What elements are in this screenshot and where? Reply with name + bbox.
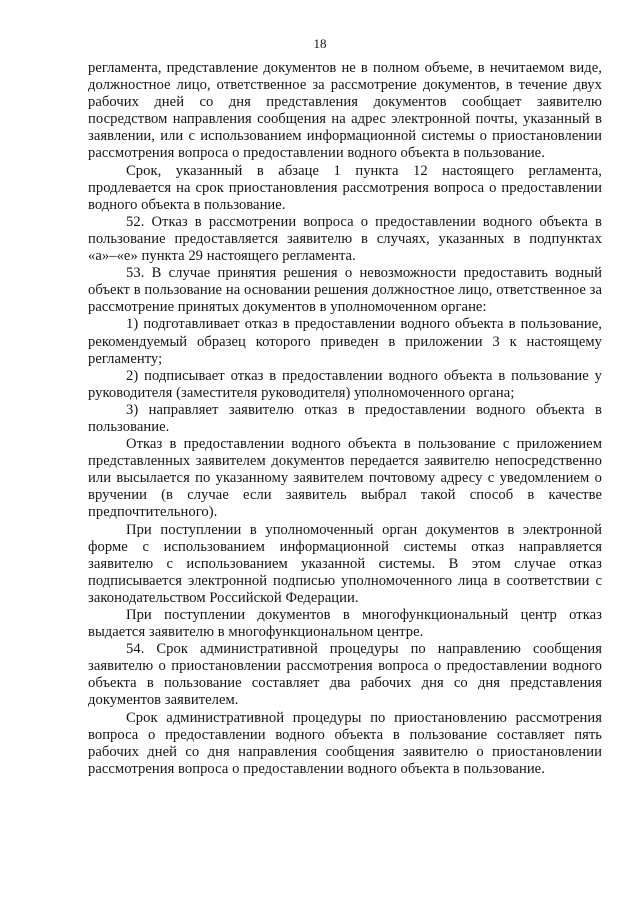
paragraph-electronic-submission: При поступлении в уполномоченный орган документов в электронной форме с использованием информационной системы отказ направляется заявителю с использованием указанной системы. В этом случае отказ подписывается электронной подписью уполномоченного лица в соответствии с законодательством Российской Федерации. — [88, 521, 602, 606]
page-number: 18 — [313, 36, 327, 51]
paragraph-refusal-delivery: Отказ в предоставлении водного объекта в пользование с приложением представленных заявителем документов передается заявителю непосредственно или высылается по указанному заявителем почтовому адресу с уведомлением о вручении (в случае если заявитель выбрал такой способ в качестве предпочтительного). — [88, 436, 602, 521]
paragraph-53-item-3: 3) направляет заявителю отказ в предоставлении водного объекта в пользование. — [88, 401, 602, 435]
paragraph-53-item-2: 2) подписывает отказ в предоставлении водного объекта в пользование у руководителя (заместителя руководителя) уполномоченного органа; — [88, 367, 602, 401]
paragraph-53: 53. В случае принятия решения о невозможности предоставить водный объект в пользование на основании решения должностное лицо, ответственное за рассмотрение принятых документов в уполномоченном органе: — [88, 265, 602, 316]
paragraph-mfc-submission: При поступлении документов в многофункциональный центр отказ выдается заявителю в многофункциональном центре. — [88, 607, 602, 641]
paragraph-53-item-1: 1) подготавливает отказ в предоставлении водного объекта в пользование, рекомендуемый образец которого приведен в приложении 3 к настоящему регламенту; — [88, 316, 602, 367]
paragraph-54: 54. Срок административной процедуры по направлению сообщения заявителю о приостановлении рассмотрения вопроса о предоставлении водного объекта в пользование составляет два рабочих дня со дня представления документов заявителем. — [88, 641, 602, 709]
document-body — [88, 60, 602, 778]
paragraph-suspension-term: Срок административной процедуры по приостановлению рассмотрения вопроса о предоставлении водного объекта в пользование составляет пять рабочих дней со дня направления сообщения заявителю о приостановлении рассмотрения вопроса о предоставлении водного объекта в пользование. — [88, 709, 602, 777]
paragraph-term-extension: Срок, указанный в абзаце 1 пункта 12 настоящего регламента, продлевается на срок приостановления рассмотрения вопроса о предоставлении водного объекта в пользование. — [88, 162, 602, 213]
paragraph-continuation: регламента, представление документов не в полном объеме, в нечитаемом виде, должностное лицо, ответственное за рассмотрение документов, в течение двух рабочих дней со дня представления документов сообщает заявителю посредством направления сообщения на адрес электронной почты, указанный в заявлении, или с использованием информационной системы о приостановлении рассмотрения вопроса о предоставлении водного объекта в пользование. — [88, 60, 602, 162]
paragraph-52: 52. Отказ в рассмотрении вопроса о предоставлении водного объекта в пользование предоставляется заявителю в случаях, указанных в подпунктах «а»–«е» пункта 29 настоящего регламента. — [88, 213, 602, 265]
